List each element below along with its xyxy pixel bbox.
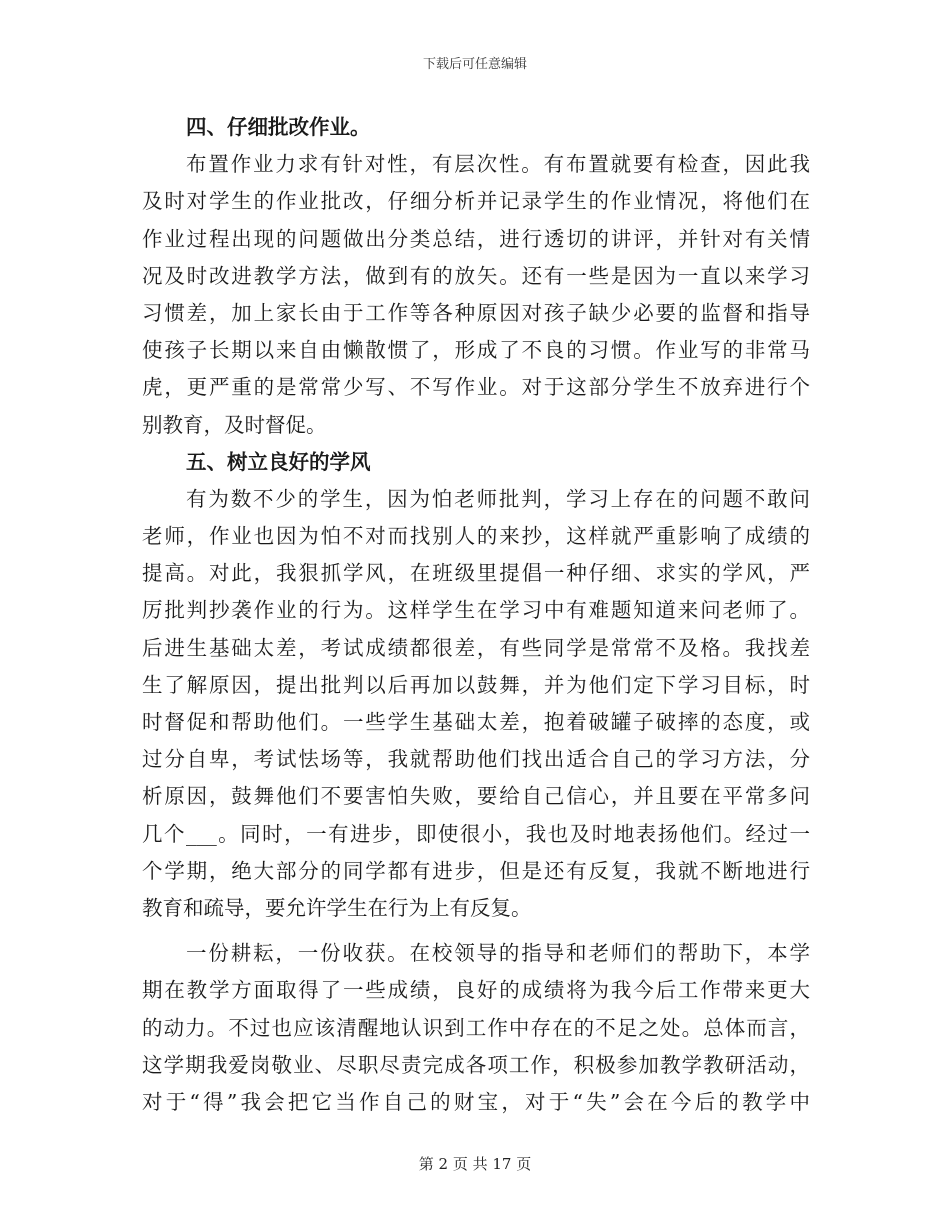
paragraph-line: 布置作业力求有针对性，有层次性。有布置就要有检查，因此我 <box>186 152 810 177</box>
paragraph-line: 提高。对此，我狠抓学风，在班级里提倡一种仔细、求实的学风，严 <box>142 561 810 586</box>
page-number-footer: 第 2 页 共 17 页 <box>418 1155 532 1173</box>
paragraph-line: 习惯差，加上家长由于工作等各种原因对孩子缺少必要的监督和指导 <box>142 300 810 325</box>
paragraph-line: 使孩子长期以来自由懒散惯了，形成了不良的习惯。作业写的非常马 <box>142 338 810 363</box>
paragraph-line: 生了解原因，提出批判以后再加以鼓舞，并为他们定下学习目标，时 <box>142 672 810 697</box>
paragraph-line: 后进生基础太差，考试成绩都很差，有些同学是常常不及格。我找差 <box>142 635 810 660</box>
paragraph-line: 这学期我爱岗敬业、尽职尽责完成各项工作，积极参加教学教研活动， <box>142 1052 810 1077</box>
paragraph-line: 一份耕耘，一份收获。在校领导的指导和老师们的帮助下，本学 <box>186 941 810 966</box>
paragraph-gap <box>142 927 810 935</box>
paragraph-line: 个学期，绝大部分的同学都有进步，但是还有反复，我就不断地进行 <box>142 858 810 883</box>
paragraph-line: 过分自卑，考试怯场等，我就帮助他们找出适合自己的学习方法，分 <box>142 747 810 772</box>
header-note: 下载后可任意编辑 <box>422 57 527 72</box>
paragraph-line: 虎，更严重的是常常少写、不写作业。对于这部分学生不放弃进行个 <box>142 375 810 400</box>
paragraph-line: 教育和疏导，要允许学生在行为上有反复。 <box>142 895 532 920</box>
paragraph-line: 厉批判抄袭作业的行为。这样学生在学习中有难题知道来问老师了。 <box>142 598 810 623</box>
paragraph-line: 及时对学生的作业批改，仔细分析并记录学生的作业情况，将他们在 <box>142 189 810 214</box>
paragraph-line: 析原因，鼓舞他们不要害怕失败，要给自己信心，并且要在平常多问 <box>142 784 810 809</box>
paragraph-line: 期在教学方面取得了一些成绩，良好的成绩将为我今后工作带来更大 <box>142 978 810 1003</box>
section-5-paragraph <box>142 481 810 927</box>
section-heading-5: 五、树立良好的学风 <box>186 449 371 474</box>
paragraph-line: 老师，作业也因为怕不对而找别人的来抄，这样就严重影响了成绩的 <box>142 524 810 549</box>
paragraph-line: 有为数不少的学生，因为怕老师批判，学习上存在的问题不敢问 <box>186 486 810 511</box>
document-body <box>142 109 810 1121</box>
paragraph-line: 别教育，及时督促。 <box>142 412 327 437</box>
paragraph-line: 对于“得”我会把它当作自己的财宝，对于“失”会在今后的教学中 <box>142 1089 810 1114</box>
paragraph-line: 况及时改进教学方法，做到有的放矢。还有一些是因为一直以来学习 <box>142 263 810 288</box>
section-4-paragraph <box>142 146 810 444</box>
paragraph-line: 的动力。不过也应该清醒地认识到工作中存在的不足之处。总体而言， <box>142 1015 810 1040</box>
paragraph-line: 作业过程出现的问题做出分类总结，进行透切的讲评，并针对有关情 <box>142 226 810 251</box>
paragraph-line: 几个___。同时，一有进步，即使很小，我也及时地表扬他们。经过一 <box>142 821 810 846</box>
conclusion-paragraph <box>142 935 810 1121</box>
paragraph-line: 时督促和帮助他们。一些学生基础太差，抱着破罐子破摔的态度，或 <box>142 710 810 734</box>
section-heading-4: 四、仔细批改作业。 <box>186 115 371 139</box>
